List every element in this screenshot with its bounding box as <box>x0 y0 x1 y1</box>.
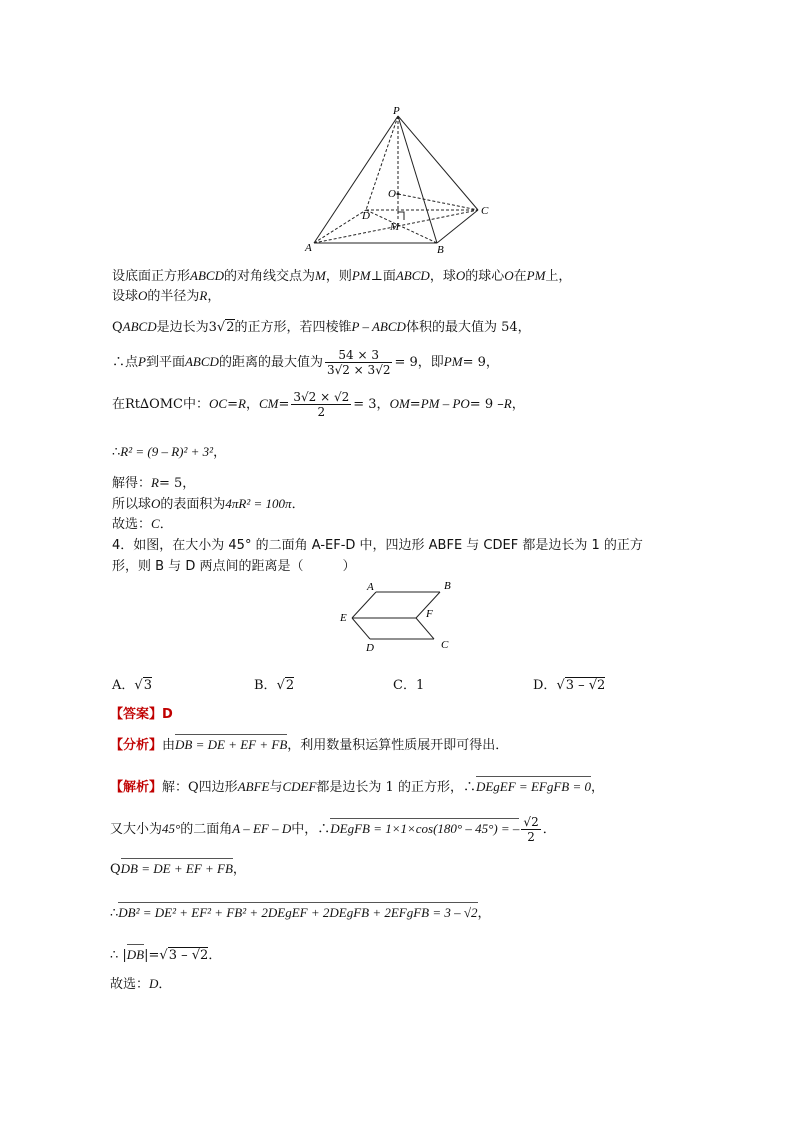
option-b: B．√2 <box>254 678 295 693</box>
solution-step-1: 【解析】解：Q四边形ABFE与CDEF都是边长为 1 的正方形，∴DEgEF = EFgFB = 0， <box>110 779 605 795</box>
label-D2: D <box>366 642 374 654</box>
question-4-line-1: 4．如图，在大小为 45° 的二面角 A-EF-D 中，四边形 ABFE 与 CDEF 都是边长为 1 的正方 <box>112 538 643 553</box>
solution-line-7: 解得：R= 5， <box>112 475 196 491</box>
fraction-cm: $\frac{3√2 \times √2}{2}$ <box>293 390 350 419</box>
question-4-line-2: 形，则 B 与 D 两点间的距离是（ ） <box>112 559 356 574</box>
label-D: D <box>362 210 370 222</box>
analysis-tag: 【分析】 <box>110 738 163 753</box>
solution-step-6: 故选：D． <box>110 976 172 992</box>
solution-line-3: QABCD是边长为3√2的正方形，若四棱锥P – ABCD体积的最大值为 54， <box>112 319 531 335</box>
solution-line-5: 在Rt∆OMC中：OC=R，CM= $\frac{3√2 \times √2}{2}$ = 3，OM=PM – PO= 9 –R， <box>112 390 525 419</box>
label-O: O <box>388 188 396 200</box>
label-E2: E <box>340 612 347 624</box>
solution-line-4: ∴点P到平面ABCD的距离的最大值为 $\frac{54 \times 3}{3√2 \times 3√2}$ = 9，即PM= 9， <box>112 348 499 377</box>
label-C2: C <box>441 639 449 651</box>
label-A2: A <box>367 581 374 593</box>
label-P: P <box>393 105 400 117</box>
answer-tag: 【答案】 <box>110 707 163 722</box>
solution-step-2: 又大小为45°的二面角A – EF – D中，∴DEgFB = 1×1×cos(180° – 45°) = – $\frac{√2}{2}$ ． <box>110 815 556 844</box>
dihedral-figure <box>330 576 470 656</box>
solution-step-4: ∴DB² = DE² + EF² + FB² + 2DEgEF + 2DEgFB + 2EFgFB = 3 – √2， <box>110 905 491 921</box>
label-B2: B <box>444 580 451 592</box>
option-c: C．1 <box>393 678 425 693</box>
option-a: A．√3 <box>112 678 152 693</box>
fraction-distance: $\frac{54 \times 3}{3√2 \times 3√2}$ <box>326 348 391 377</box>
solution-line-2: 设球O的半径为R， <box>112 288 221 304</box>
option-d: D．√3 – √2 <box>533 678 606 693</box>
solution-line-1: 设底面正方形ABCD的对角线交点为M，则PM⊥面ABCD，球O的球心O在PM上， <box>112 268 572 284</box>
answer-line <box>110 703 173 722</box>
label-A: A <box>305 242 312 254</box>
fraction-cos: $\frac{√2}{2}$ <box>523 815 539 844</box>
solution-step-5: ∴ |DB|=√3 – √2． <box>110 947 222 963</box>
solution-tag: 【解析】 <box>110 780 163 795</box>
analysis-line: 【分析】由DB = DE + EF + FB，利用数量积运算性质展开即可得出． <box>110 737 509 753</box>
label-B: B <box>437 244 444 256</box>
solution-line-8: 所以球O的表面积为4πR² = 100π． <box>112 496 305 512</box>
solution-step-3: QDB = DE + EF + FB， <box>110 861 246 877</box>
pyramid-figure <box>300 100 500 260</box>
label-C: C <box>481 205 489 217</box>
solution-line-6: ∴R² = (9 – R)² + 3²， <box>112 444 227 460</box>
label-F2: F <box>426 608 433 620</box>
label-M: M <box>390 221 400 233</box>
solution-line-9: 故选：C． <box>112 516 173 532</box>
answer-value: D <box>162 707 173 722</box>
